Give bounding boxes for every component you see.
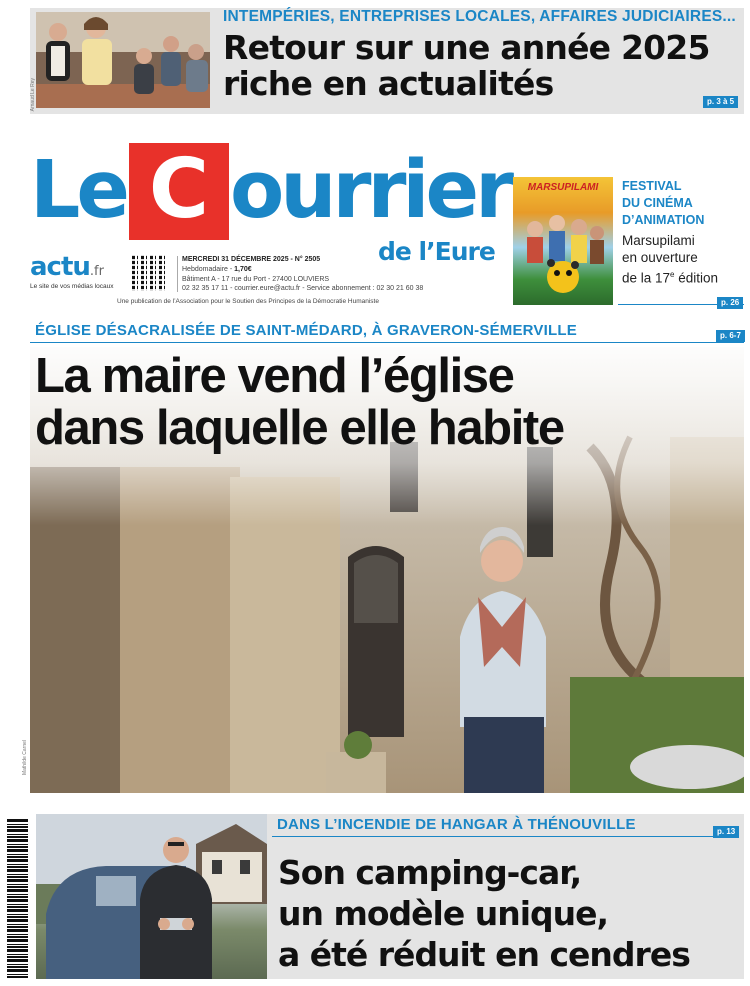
bottom-teaser-page-ref[interactable]: p. 13 bbox=[713, 826, 739, 838]
top-teaser-photo[interactable] bbox=[36, 12, 210, 108]
logo-subtitle: de l’Eure bbox=[378, 237, 495, 266]
actu-logo[interactable] bbox=[30, 252, 104, 282]
top-teaser-headline[interactable] bbox=[223, 30, 723, 102]
festival-kicker[interactable] bbox=[622, 178, 704, 229]
qr-code-icon[interactable] bbox=[132, 255, 168, 291]
bottom-headline-line3: a été réduit en cendres bbox=[278, 935, 690, 974]
bottom-teaser-kicker[interactable]: DANS L’INCENDIE DE HANGAR À THÉNOUVILLE bbox=[277, 816, 636, 833]
bottom-headline-line2: un modèle unique, bbox=[278, 894, 609, 933]
festival-text-line3-end: édition bbox=[674, 270, 719, 286]
masthead-divider bbox=[177, 256, 178, 292]
main-kicker-rule bbox=[30, 342, 744, 343]
frequency-label: Hebdomadaire - bbox=[182, 266, 235, 273]
festival-page-ref[interactable]: p. 26 bbox=[717, 297, 743, 309]
actu-logo-main: actu bbox=[30, 252, 90, 282]
top-teaser-kicker[interactable]: INTEMPÉRIES, ENTREPRISES LOCALES, AFFAIRES JUDICIAIRES... bbox=[223, 8, 736, 25]
festival-text-line3 bbox=[622, 266, 718, 287]
main-story-headline[interactable] bbox=[35, 350, 735, 454]
marsupilami-poster[interactable] bbox=[513, 177, 613, 305]
issue-price: 1,70€ bbox=[234, 266, 252, 273]
logo-ourrier: ourrier bbox=[230, 144, 511, 236]
top-photo-credit: Arnaud Le Rey bbox=[30, 78, 36, 112]
top-headline-line2: riche en actualités bbox=[223, 64, 554, 103]
festival-kicker-line1: FESTIVAL bbox=[622, 179, 682, 193]
festival-text[interactable] bbox=[622, 232, 718, 287]
festival-kicker-line3: D’ANIMATION bbox=[622, 213, 705, 227]
main-story-page-ref[interactable]: p. 6-7 bbox=[716, 330, 745, 342]
poster-illustration bbox=[513, 177, 613, 305]
festival-kicker-line2: DU CINÉMA bbox=[622, 196, 693, 210]
kitchen-staff-photo bbox=[36, 12, 210, 108]
poster-title: MARSUPILAMI bbox=[527, 182, 599, 193]
main-headline-line1: La maire vend l’église bbox=[35, 349, 514, 403]
festival-text-ordinal: e bbox=[670, 270, 675, 279]
publication-statement: Une publication de l’Association pour le Soutien des Principes de la Démocratie Humaniste bbox=[117, 298, 379, 305]
top-teaser-page-ref[interactable]: p. 3 à 5 bbox=[703, 96, 738, 108]
bottom-teaser-headline[interactable] bbox=[278, 852, 738, 975]
festival-text-line2: en ouverture bbox=[622, 250, 698, 265]
camping-car-illustration bbox=[36, 814, 267, 979]
festival-text-line3-start: de la 17 bbox=[622, 270, 671, 286]
barcode bbox=[7, 818, 28, 978]
actu-logo-tld: .fr bbox=[89, 264, 104, 279]
main-headline-line2: dans laquelle elle habite bbox=[35, 401, 564, 455]
main-story-kicker[interactable]: ÉGLISE DÉSACRALISÉE DE SAINT-MÉDARD, À GRAVERON-SÉMERVILLE bbox=[35, 322, 577, 339]
issue-date-line: MERCREDI 31 DÉCEMBRE 2025 - N° 2505 bbox=[182, 256, 321, 263]
top-headline-line1: Retour sur une année 2025 bbox=[223, 28, 710, 67]
festival-text-line1: Marsupilami bbox=[622, 233, 695, 248]
actu-tagline: Le site de vos médias locaux bbox=[30, 283, 114, 290]
main-photo-credit: Mathilde Carnel bbox=[22, 740, 28, 776]
issue-frequency bbox=[182, 266, 252, 273]
publisher-contact: 02 32 35 17 11 - courrier.eure@actu.fr - Service abonnement : 02 30 21 60 38 bbox=[182, 285, 424, 292]
publisher-address: Bâtiment A - 17 rue du Port - 27400 LOUVIERS bbox=[182, 276, 330, 283]
bottom-kicker-rule bbox=[272, 836, 738, 837]
camping-car-owner-photo[interactable] bbox=[36, 814, 267, 979]
bottom-headline-line1: Son camping-car, bbox=[278, 853, 582, 892]
logo-le: Le bbox=[30, 144, 126, 236]
logo-c: C bbox=[148, 142, 210, 237]
